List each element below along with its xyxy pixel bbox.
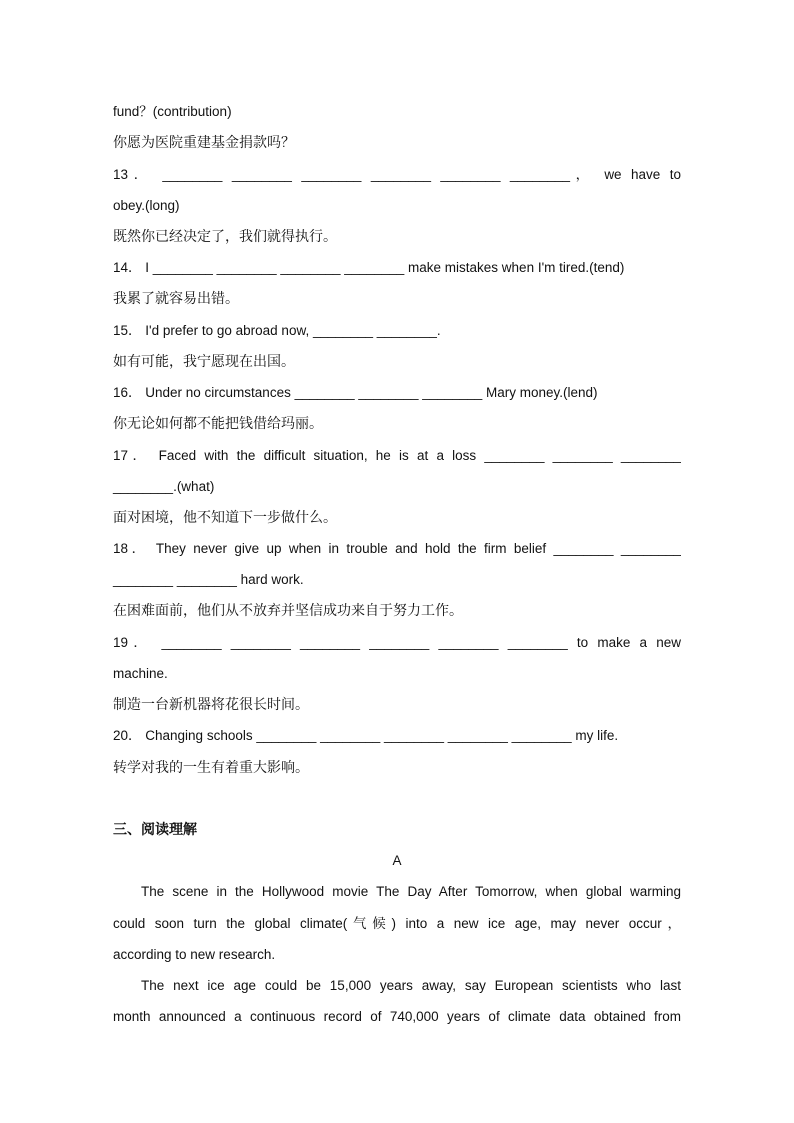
- question-13-continuation: obey.(long): [113, 198, 180, 213]
- passage-line: month announced a continuous record of 740,000 years of climate data obtained from: [113, 1009, 681, 1024]
- passage-line: The scene in the Hollywood movie The Day After Tomorrow, when global warming: [141, 884, 681, 899]
- passage-line: could soon turn the global climate(气候) into a new ice age, may never occur，: [113, 916, 681, 931]
- passage-label: A: [392, 853, 402, 868]
- passage-line: according to new research.: [113, 947, 276, 962]
- passage-line: The next ice age could be 15,000 years away, say European scientists who last: [141, 978, 681, 993]
- question-14-translation: 我累了就容易出错。: [113, 291, 239, 307]
- question-17-continuation: ________.(what): [113, 479, 215, 494]
- question-13-translation: 既然你已经决定了，我们就得执行。: [113, 229, 337, 245]
- section-heading: 三、阅读理解: [113, 822, 197, 838]
- question-14: 14． I ________ ________ ________ ________ make mistakes when I'm tired.(tend): [113, 260, 625, 275]
- question-15: 15． I'd prefer to go abroad now, ________ ________.: [113, 323, 441, 338]
- question-18-continuation: ________ ________ hard work.: [113, 572, 304, 587]
- question-19: 19． ________ ________ ________ ________ ________ ________ to make a new: [113, 635, 681, 650]
- question-15-translation: 如有可能，我宁愿现在出国。: [113, 354, 295, 370]
- question-16-translation: 你无论如何都不能把钱借给玛丽。: [113, 416, 323, 432]
- question-17: 17． Faced with the difficult situation, he is at a loss ________ ________ ________: [113, 448, 681, 463]
- question-13: 13． ________ ________ ________ ________ ________ ________， we have to: [113, 167, 681, 182]
- question-19-translation: 制造一台新机器将花很长时间。: [113, 697, 309, 713]
- question-12-translation: 你愿为医院重建基金捐款吗？: [113, 135, 295, 151]
- question-17-translation: 面对困境，他不知道下一步做什么。: [113, 510, 337, 526]
- question-18-translation: 在困难面前，他们从不放弃并坚信成功来自于努力工作。: [113, 603, 463, 619]
- question-12-continuation: fund？(contribution): [113, 104, 232, 119]
- question-19-continuation: machine.: [113, 666, 168, 681]
- question-16: 16． Under no circumstances ________ ________ ________ Mary money.(lend): [113, 385, 598, 400]
- question-20-translation: 转学对我的一生有着重大影响。: [113, 760, 309, 776]
- question-18: 18． They never give up when in trouble and hold the firm belief ________ ________: [113, 541, 681, 556]
- question-20: 20． Changing schools ________ ________ ________ ________ ________ my life.: [113, 728, 619, 743]
